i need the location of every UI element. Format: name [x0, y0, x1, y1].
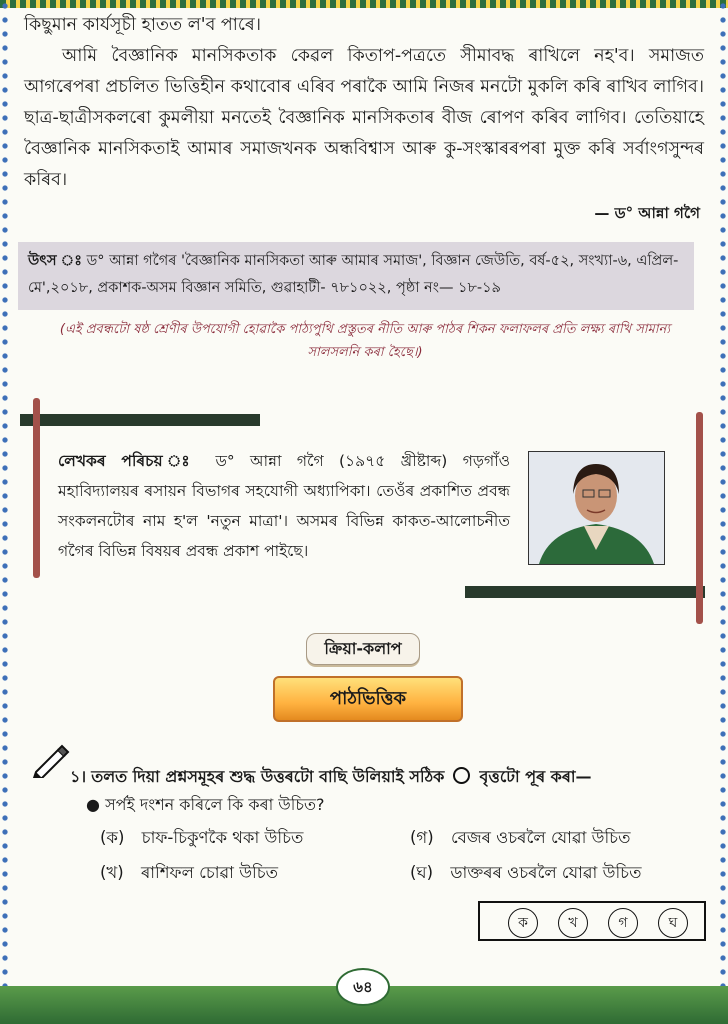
paragraph-line-1: কিছুমান কাৰ্যসূচী হাতত ল'ব পাৰে। — [24, 15, 261, 35]
option-key: (ক) — [100, 828, 125, 847]
author-photo — [528, 451, 665, 565]
answer-circle-ka[interactable]: ক — [508, 908, 538, 938]
bio-bottom-bar — [465, 586, 705, 598]
answer-circle-kha[interactable]: খ — [558, 908, 588, 938]
answer-circle-ga[interactable]: গ — [608, 908, 638, 938]
activity-title: ক্ৰিয়া-কলাপ — [306, 633, 420, 665]
top-border — [0, 0, 728, 8]
section-banner: পাঠভিত্তিক — [273, 676, 463, 722]
bullet-icon: ● — [86, 795, 100, 814]
author-signature: — ড° আন্না গগৈ — [594, 204, 700, 222]
bio-right-stick — [696, 412, 703, 624]
page-number: ৬৪ — [336, 968, 390, 1006]
option-text: ৰাশিফল চোৱা উচিত — [140, 863, 279, 882]
option-key: (খ) — [100, 863, 124, 882]
answer-circles-box — [478, 901, 706, 941]
left-dotted-border — [0, 0, 10, 1024]
adaptation-note: (এই প্ৰবন্ধটো ষষ্ঠ শ্ৰেণীৰ উপযোগী হোৱাকৈ পাঠ্যপুথি প্ৰস্তুতৰ নীতি আৰু পাঠৰ শিকন ফলাফলৰ প্ৰতি লক্ষ্য ৰাখি সামান্য সালসলনি কৰা হৈছে।) — [59, 322, 671, 360]
question-number: ১। — [70, 767, 87, 786]
option-kha — [100, 860, 278, 887]
bio-left-stick — [33, 398, 40, 578]
source-text: ড° আন্না গগৈৰ 'বৈজ্ঞানিক মানসিকতা আৰু আমাৰ সমাজ', বিজ্ঞান জেউতি, বৰ্ষ-৫২, সংখ্যা-৬, এপ্ৰিল-মে',২০১৮, প্ৰকাশক-অসম বিজ্ঞান সমিতি, গুৱাহাটী- ৭৮১০২২, পৃষ্ঠা নং— ১৮-১৯ — [28, 253, 679, 296]
option-ga — [410, 825, 630, 852]
option-gha — [410, 860, 641, 887]
option-key: (ঘ) — [410, 863, 434, 882]
closing-paragraph — [24, 10, 704, 196]
bio-text: ড° আন্না গগৈ (১৯৭৫ খ্ৰীষ্টাব্দ) গড়গাঁও মহাবিদ্যালয়ৰ ৰসায়ন বিভাগৰ সহযোগী অধ্যাপিকা। তেওঁৰ প্ৰকাশিত প্ৰবন্ধ সংকলনটোৰ নাম হ'ল 'নতুন মাত্ৰা'। অসমৰ বিভিন্ন কাকত-আলোচনীত গগৈৰ বিভিন্ন বিষয়ৰ প্ৰবন্ধ প্ৰকাশ পাইছে। — [58, 452, 511, 560]
circle-symbol-icon — [453, 767, 470, 784]
paragraph-body: আমি বৈজ্ঞানিক মানসিকতাক কেৱল কিতাপ-পত্ৰতে সীমাবদ্ধ ৰাখিলে নহ'ব। সমাজত আগৰেপৰা প্ৰচলিত ভিত্তিহীন কথাবোৰ এৰিব পৰাকৈ আমি নিজৰ মনটো মুকলি কৰি ৰাখিব লাগিব। ছাত্ৰ-ছাত্ৰীসকলৰো কুমলীয়া মনতেই বৈজ্ঞানিক মানসিকতাৰ বীজ ৰোপণ কৰিব লাগিব। তেতিয়াহে বৈজ্ঞানিক মানসিকতাই আমাৰ সমাজখনক অন্ধবিশ্বাস আৰু কু-সংস্কাৰৰপৰা মুক্ত কৰি সৰ্বাংগসুন্দৰ কৰিব। — [24, 46, 704, 190]
option-ka — [100, 825, 303, 852]
bio-label: লেখকৰ পৰিচয় ঃ — [58, 452, 201, 470]
bio-top-bar — [20, 414, 260, 426]
option-text: চাফ-চিকুণকৈ থকা উচিত — [141, 828, 304, 847]
question-instruction: তলত দিয়া প্ৰশ্নসমূহৰ শুদ্ধ উত্তৰটো বাছি উলিয়াই সঠিক — [91, 767, 445, 786]
sub-question — [86, 792, 324, 819]
answer-circle-gha[interactable]: ঘ — [658, 908, 688, 938]
source-box — [18, 242, 694, 310]
author-bio — [58, 446, 510, 566]
option-text: ডাক্তৰৰ ওচৰলৈ যোৱা উচিত — [450, 863, 642, 882]
question-line — [70, 764, 592, 791]
right-dotted-border — [718, 0, 728, 1024]
pencil-icon — [30, 742, 70, 778]
question-instruction-end: বৃত্তটো পূৰ কৰা— — [479, 767, 592, 786]
sub-question-text: সৰ্পই দংশন কৰিলে কি কৰা উচিত? — [105, 795, 325, 814]
source-label: উৎস ঃ — [28, 253, 82, 269]
option-text: বেজৰ ওচৰলৈ যোৱা উচিত — [450, 828, 631, 847]
option-key: (গ) — [410, 828, 434, 847]
